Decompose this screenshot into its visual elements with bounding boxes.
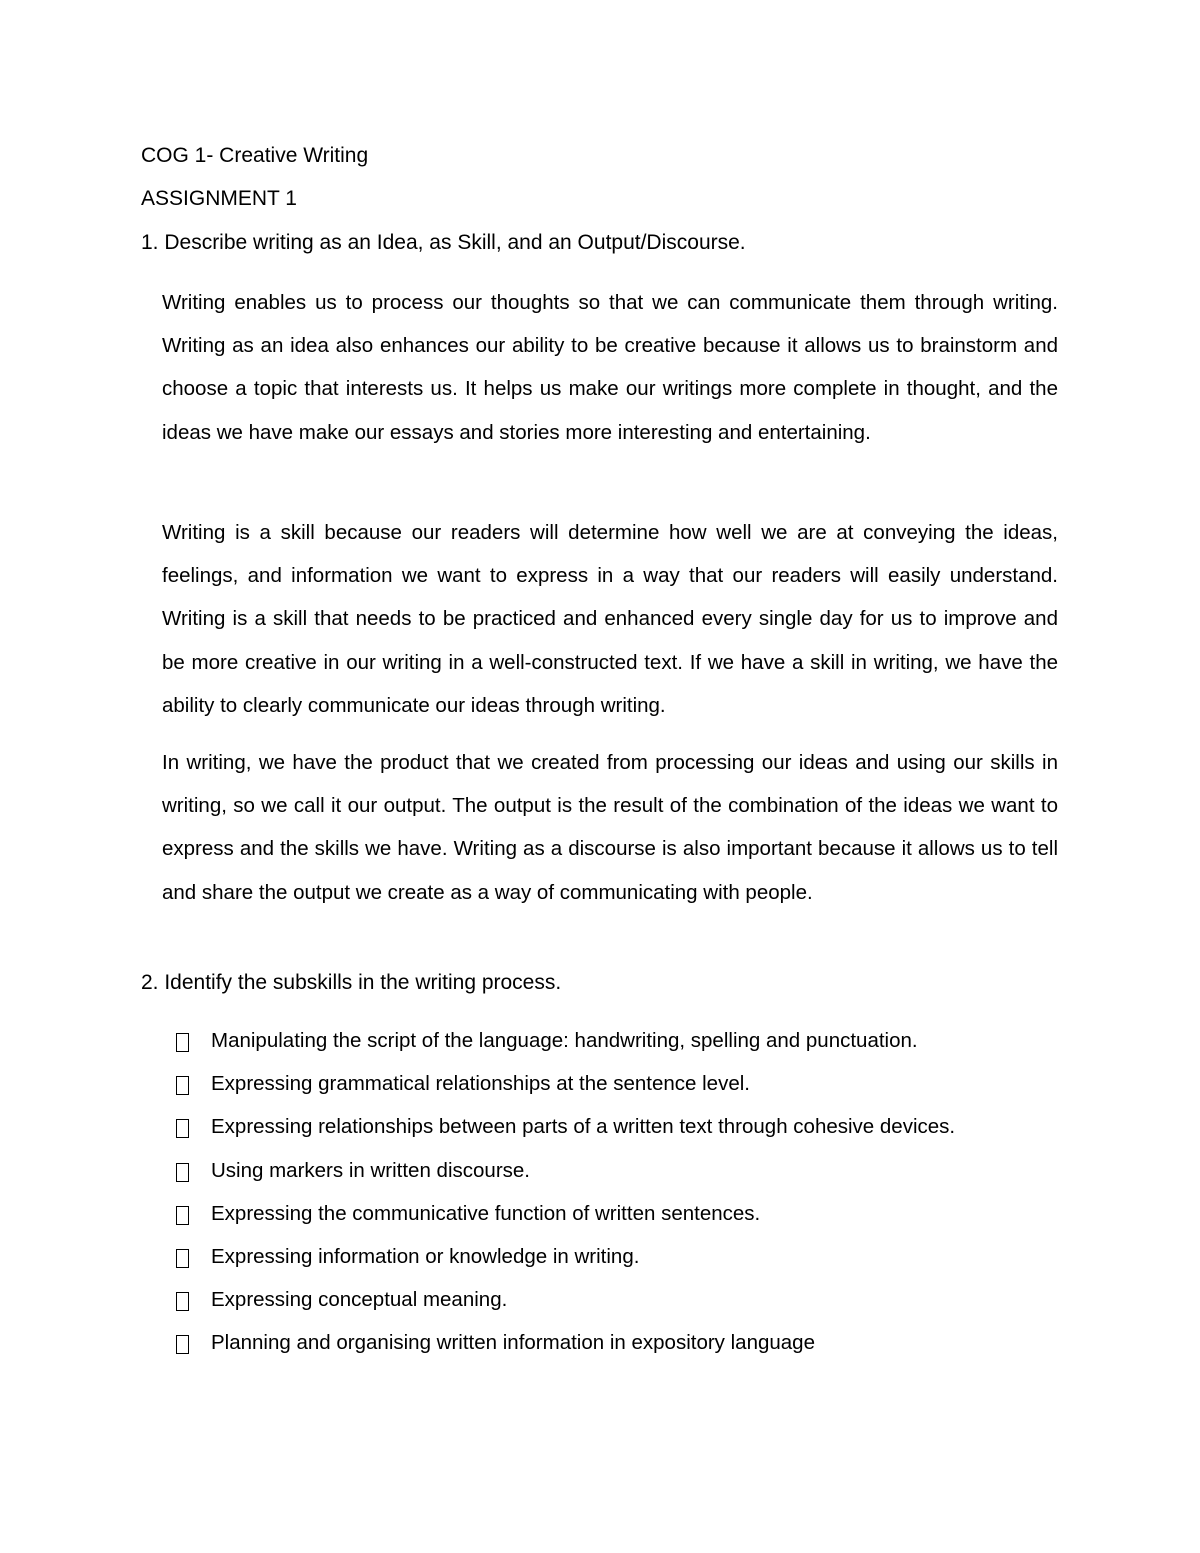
missing-glyph-box-icon	[176, 1292, 189, 1311]
missing-glyph-box-icon	[176, 1206, 189, 1225]
list-item	[0, 1019, 1200, 1062]
missing-glyph-box-icon	[176, 1033, 189, 1052]
answer-1-paragraph-output: In writing, we have the product that we created from processing our ideas and using our skills in writing, so we call it our output. The output is the result of the combination of the ideas we want to express and the skills we have. Writing as a discourse is also important because it allows us to tell and share the output we create as a way of communicating with people.	[162, 751, 1058, 904]
answer-1-paragraph-idea: Writing enables us to process our thoughts so that we can communicate them through writing. Writing as an idea also enhances our ability to be creative because it allows us to brainstorm and choose a topic that interests us. It helps us make our writings more complete in thought, and the ideas we have make our essays and stories more interesting and entertaining.	[162, 291, 1058, 444]
missing-glyph-box-icon	[176, 1076, 189, 1095]
list-item	[0, 1321, 1200, 1364]
subskill-text: Expressing grammatical relationships at the sentence level.	[211, 1072, 750, 1096]
subskill-text: Expressing conceptual meaning.	[211, 1288, 508, 1312]
subskill-text: Planning and organising written information in expository language	[211, 1331, 815, 1355]
subskill-text: Manipulating the script of the language: handwriting, spelling and punctuation.	[211, 1029, 918, 1052]
list-item	[0, 1062, 1200, 1105]
course-title: COG 1- Creative Writing	[141, 144, 369, 167]
subskill-text: Expressing information or knowledge in writing.	[211, 1244, 640, 1268]
missing-glyph-box-icon	[176, 1249, 189, 1268]
missing-glyph-box-icon	[176, 1119, 189, 1138]
subskill-text: Expressing the communicative function of written sentences.	[211, 1201, 761, 1225]
subskills-list	[0, 1019, 1200, 1365]
list-item	[0, 1278, 1200, 1321]
list-item	[0, 1192, 1200, 1235]
answer-1-paragraph-skill: Writing is a skill because our readers will determine how well we are at conveying the ideas, feelings, and information we want to express in a way that our readers will easily understand. Writing is a skill that needs to be practiced and enhanced every single day for us to improve and be more creative in our writing in a well-constructed text. If we have a skill in writing, we have the ability to clearly communicate our ideas through writing.	[162, 521, 1058, 717]
list-item	[0, 1149, 1200, 1192]
missing-glyph-box-icon	[176, 1163, 189, 1182]
subskill-text: Expressing relationships between parts of a written text through cohesive devices.	[211, 1115, 956, 1139]
list-item	[0, 1105, 1200, 1148]
list-item	[0, 1235, 1200, 1278]
missing-glyph-box-icon	[176, 1335, 189, 1354]
subskill-text: Using markers in written discourse.	[211, 1158, 530, 1182]
assignment-title: ASSIGNMENT 1	[141, 187, 297, 210]
question-1: 1. Describe writing as an Idea, as Skill, and an Output/Discourse.	[141, 231, 746, 254]
question-2: 2. Identify the subskills in the writing process.	[141, 971, 562, 994]
